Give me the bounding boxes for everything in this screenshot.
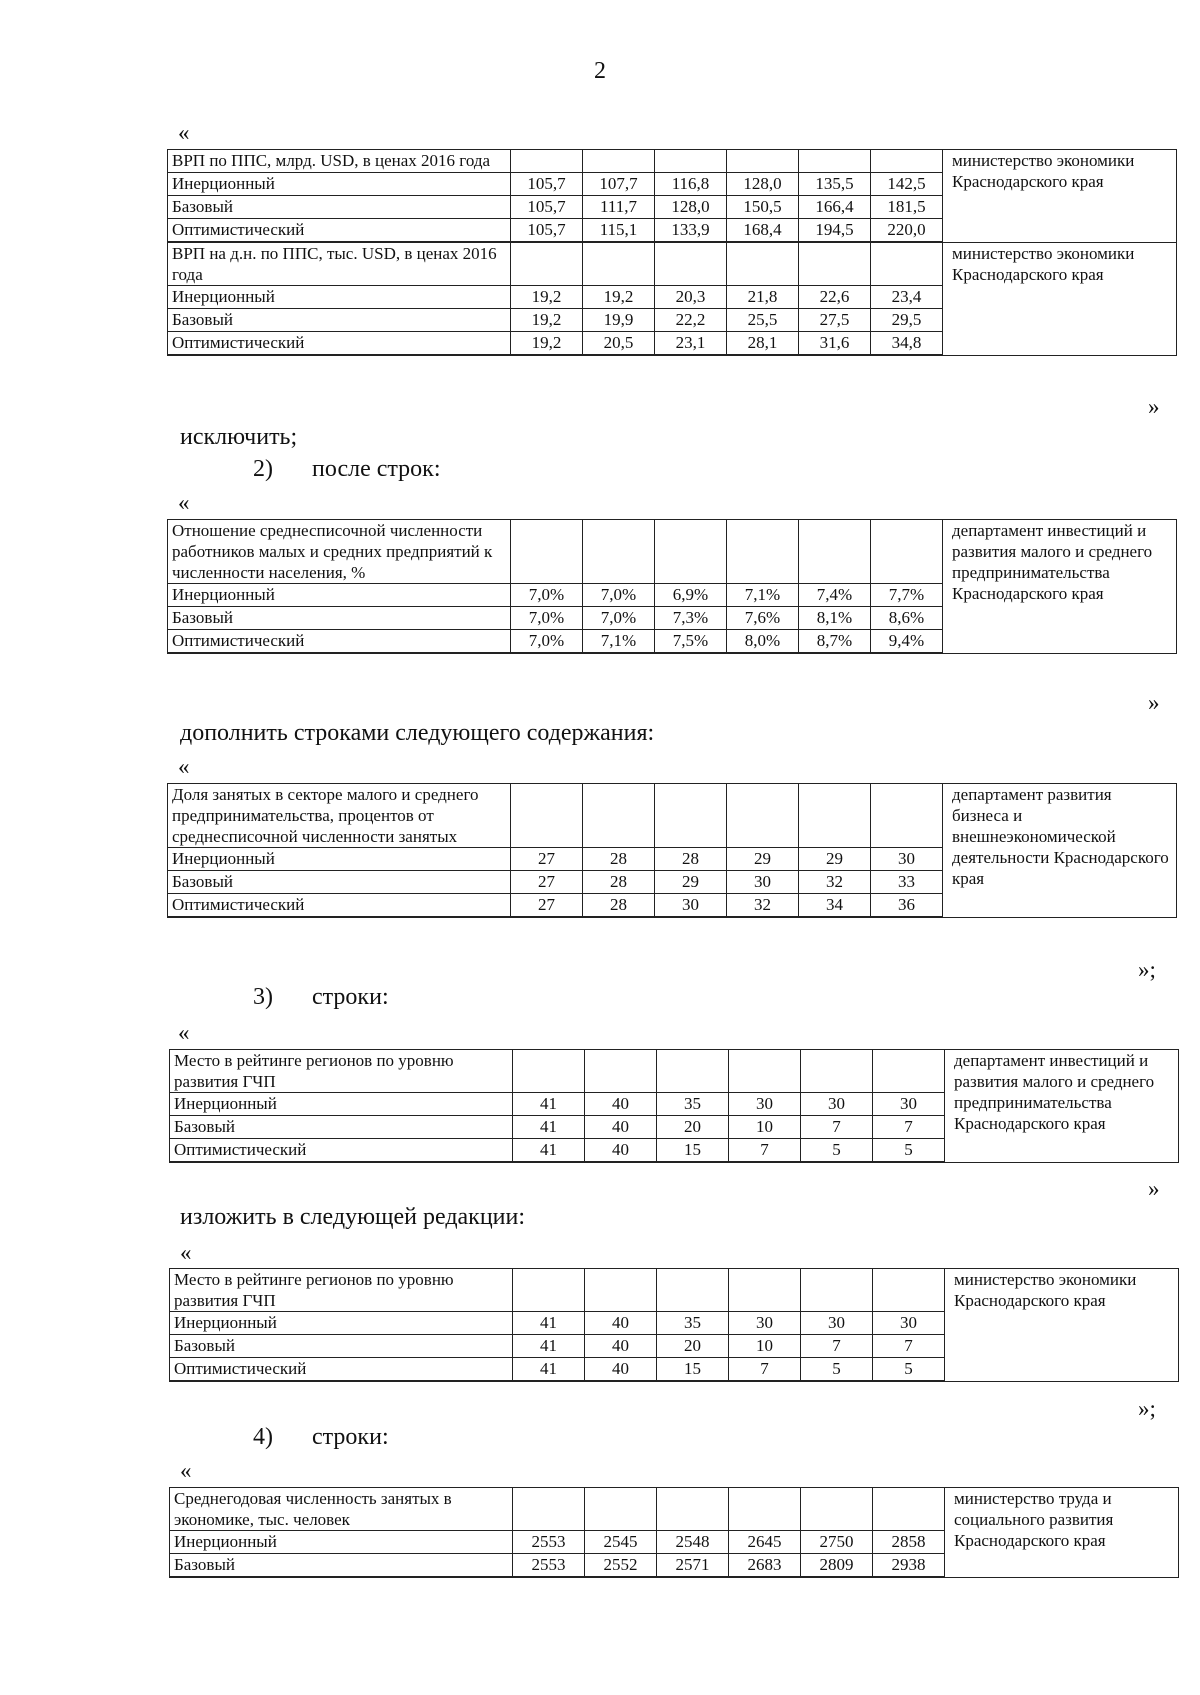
paragraph-restate: изложить в следующей редакции: [180,1204,526,1230]
value-cell: 7 [801,1116,873,1139]
responsible-organization: министерство труда и социального развития Краснодарского края [945,1488,1179,1578]
item-number: 3) [253,984,273,1010]
value-cell: 27,5 [799,309,871,332]
empty-cell [873,1050,945,1093]
empty-cell [801,1050,873,1093]
value-cell: 33 [871,871,943,894]
data-table [167,149,1177,356]
data-table [169,1487,1179,1578]
scenario-label: Инерционный [168,286,511,309]
empty-cell [657,1488,729,1531]
empty-cell [871,784,943,848]
value-cell: 22,2 [655,309,727,332]
value-cell: 30 [873,1093,945,1116]
indicator-title: Место в рейтинге регионов по уровню развития ГЧП [170,1050,513,1093]
open-quote: « [178,120,190,145]
value-cell: 19,2 [583,286,655,309]
scenario-label: Инерционный [168,848,511,871]
value-cell: 29,5 [871,309,943,332]
value-cell: 41 [513,1312,585,1335]
close-quote: » [1148,690,1160,715]
scenario-label: Оптимистический [170,1139,513,1163]
data-table [167,783,1177,918]
item-number: 4) [253,1424,273,1450]
empty-cell [585,1269,657,1312]
value-cell: 7,1% [727,584,799,607]
value-cell: 5 [873,1358,945,1382]
value-cell: 5 [801,1139,873,1163]
value-cell: 133,9 [655,219,727,243]
value-cell: 135,5 [799,173,871,196]
scenario-label: Базовый [170,1116,513,1139]
value-cell: 7 [729,1139,801,1163]
value-cell: 28 [583,848,655,871]
empty-cell [511,150,583,173]
scenario-label: Инерционный [168,584,511,607]
value-cell: 30 [729,1093,801,1116]
value-cell: 2553 [513,1531,585,1554]
empty-cell [585,1050,657,1093]
value-cell: 7,0% [511,630,583,654]
table-row [168,520,1177,584]
empty-cell [511,520,583,584]
value-cell: 20 [657,1116,729,1139]
value-cell: 2548 [657,1531,729,1554]
empty-cell [799,150,871,173]
value-cell: 2858 [873,1531,945,1554]
value-cell: 2545 [585,1531,657,1554]
value-cell: 35 [657,1093,729,1116]
value-cell: 5 [873,1139,945,1163]
value-cell: 2645 [729,1531,801,1554]
close-quote: » [1148,394,1160,419]
data-table [169,1268,1179,1382]
empty-cell [657,1269,729,1312]
value-cell: 2571 [657,1554,729,1578]
value-cell: 7,0% [583,607,655,630]
empty-cell [727,520,799,584]
scenario-label: Инерционный [170,1531,513,1554]
value-cell: 30 [729,1312,801,1335]
indicator-title: Место в рейтинге регионов по уровню развития ГЧП [170,1269,513,1312]
value-cell: 41 [513,1358,585,1382]
empty-cell [585,1488,657,1531]
scenario-label: Оптимистический [168,332,511,356]
empty-cell [655,520,727,584]
indicator-title: Среднегодовая численность занятых в экономике, тыс. человек [170,1488,513,1531]
responsible-organization: департамент инвестиций и развития малого и среднего предпринимательства Краснодарского края [945,1050,1179,1163]
value-cell: 29 [655,871,727,894]
value-cell: 9,4% [871,630,943,654]
empty-cell [511,784,583,848]
close-quote: »; [1138,1396,1156,1421]
indicator-title: Отношение среднесписочной численности работников малых и средних предприятий к численности населения, % [168,520,511,584]
scenario-label: Инерционный [170,1312,513,1335]
scenario-label: Оптимистический [168,219,511,243]
value-cell: 30 [871,848,943,871]
open-quote: « [178,490,190,515]
value-cell: 30 [801,1312,873,1335]
value-cell: 41 [513,1093,585,1116]
value-cell: 28,1 [727,332,799,356]
empty-cell [655,242,727,286]
empty-cell [871,150,943,173]
value-cell: 7,0% [511,584,583,607]
scenario-label: Оптимистический [168,630,511,654]
value-cell: 23,1 [655,332,727,356]
empty-cell [801,1488,873,1531]
value-cell: 30 [801,1093,873,1116]
empty-cell [655,150,727,173]
value-cell: 7,0% [583,584,655,607]
value-cell: 31,6 [799,332,871,356]
value-cell: 15 [657,1139,729,1163]
value-cell: 27 [511,848,583,871]
value-cell: 2938 [873,1554,945,1578]
empty-cell [799,520,871,584]
responsible-organization: департамент инвестиций и развития малого и среднего предпринимательства Краснодарского края [943,520,1177,654]
close-quote: » [1148,1176,1160,1201]
value-cell: 150,5 [727,196,799,219]
open-quote: « [178,1020,190,1045]
value-cell: 23,4 [871,286,943,309]
paragraph-add-rows: дополнить строками следующего содержания: [180,720,655,746]
value-cell: 25,5 [727,309,799,332]
empty-cell [657,1050,729,1093]
scenario-label: Базовый [168,607,511,630]
empty-cell [513,1488,585,1531]
indicator-title: ВРП по ППС, млрд. USD, в ценах 2016 года [168,150,511,173]
value-cell: 7,5% [655,630,727,654]
scenario-label: Базовый [168,871,511,894]
empty-cell [727,242,799,286]
value-cell: 10 [729,1335,801,1358]
value-cell: 19,2 [511,286,583,309]
value-cell: 32 [727,894,799,918]
scenario-label: Инерционный [170,1093,513,1116]
value-cell: 28 [655,848,727,871]
empty-cell [583,520,655,584]
value-cell: 15 [657,1358,729,1382]
table-row [170,1050,1179,1093]
value-cell: 7 [729,1358,801,1382]
value-cell: 181,5 [871,196,943,219]
empty-cell [511,242,583,286]
value-cell: 2553 [513,1554,585,1578]
value-cell: 5 [801,1358,873,1382]
value-cell: 28 [583,871,655,894]
value-cell: 32 [799,871,871,894]
value-cell: 116,8 [655,173,727,196]
value-cell: 20,5 [583,332,655,356]
value-cell: 107,7 [583,173,655,196]
empty-cell [871,520,943,584]
value-cell: 30 [727,871,799,894]
value-cell: 7 [873,1335,945,1358]
empty-cell [873,1488,945,1531]
indicator-title: ВРП на д.н. по ППС, тыс. USD, в ценах 2016 года [168,242,511,286]
value-cell: 7 [873,1116,945,1139]
scenario-label: Базовый [168,196,511,219]
value-cell: 194,5 [799,219,871,243]
value-cell: 41 [513,1139,585,1163]
responsible-organization: департамент развития бизнеса и внешнеэкономической деятельности Краснодарского края [943,784,1177,918]
paragraph-rows: строки: [312,1424,389,1450]
indicator-title: Доля занятых в секторе малого и среднего предпринимательства, процентов от среднесписочной численности занятых [168,784,511,848]
value-cell: 8,6% [871,607,943,630]
value-cell: 28 [583,894,655,918]
value-cell: 10 [729,1116,801,1139]
value-cell: 21,8 [727,286,799,309]
open-quote: « [180,1240,192,1265]
value-cell: 105,7 [511,219,583,243]
value-cell: 30 [873,1312,945,1335]
empty-cell [727,784,799,848]
value-cell: 7,0% [511,607,583,630]
table-row [168,150,1177,173]
empty-cell [583,242,655,286]
value-cell: 8,1% [799,607,871,630]
value-cell: 41 [513,1116,585,1139]
value-cell: 7,3% [655,607,727,630]
data-table [169,1049,1179,1163]
value-cell: 115,1 [583,219,655,243]
responsible-organization: министерство экономики Краснодарского края [943,150,1177,243]
value-cell: 35 [657,1312,729,1335]
value-cell: 8,7% [799,630,871,654]
responsible-organization: министерство экономики Краснодарского края [945,1269,1179,1382]
value-cell: 166,4 [799,196,871,219]
table-row [170,1269,1179,1312]
item-number: 2) [253,456,273,482]
value-cell: 7,4% [799,584,871,607]
value-cell: 220,0 [871,219,943,243]
value-cell: 111,7 [583,196,655,219]
empty-cell [655,784,727,848]
scenario-label: Базовый [170,1335,513,1358]
paragraph-exclude: исключить; [180,424,298,450]
empty-cell [801,1269,873,1312]
value-cell: 2809 [801,1554,873,1578]
paragraph-after-rows: после строк: [312,456,441,482]
value-cell: 27 [511,894,583,918]
empty-cell [583,150,655,173]
value-cell: 34 [799,894,871,918]
value-cell: 20 [657,1335,729,1358]
table-row [168,242,1177,286]
value-cell: 41 [513,1335,585,1358]
value-cell: 7,1% [583,630,655,654]
paragraph-rows: строки: [312,984,389,1010]
value-cell: 19,2 [511,309,583,332]
value-cell: 19,9 [583,309,655,332]
empty-cell [583,784,655,848]
value-cell: 40 [585,1358,657,1382]
value-cell: 2552 [585,1554,657,1578]
empty-cell [513,1050,585,1093]
close-quote: »; [1138,957,1156,982]
value-cell: 30 [655,894,727,918]
value-cell: 22,6 [799,286,871,309]
empty-cell [873,1269,945,1312]
value-cell: 7,6% [727,607,799,630]
responsible-organization: министерство экономики Краснодарского края [943,242,1177,355]
data-table [167,519,1177,654]
value-cell: 7,7% [871,584,943,607]
empty-cell [729,1488,801,1531]
value-cell: 7 [801,1335,873,1358]
value-cell: 40 [585,1093,657,1116]
value-cell: 40 [585,1116,657,1139]
scenario-label: Оптимистический [168,894,511,918]
value-cell: 34,8 [871,332,943,356]
value-cell: 105,7 [511,196,583,219]
value-cell: 128,0 [655,196,727,219]
value-cell: 2683 [729,1554,801,1578]
value-cell: 27 [511,871,583,894]
value-cell: 128,0 [727,173,799,196]
value-cell: 36 [871,894,943,918]
scenario-label: Базовый [168,309,511,332]
empty-cell [729,1050,801,1093]
scenario-label: Базовый [170,1554,513,1578]
value-cell: 6,9% [655,584,727,607]
page-number: 2 [594,58,606,84]
empty-cell [727,150,799,173]
empty-cell [871,242,943,286]
value-cell: 29 [799,848,871,871]
value-cell: 29 [727,848,799,871]
value-cell: 20,3 [655,286,727,309]
empty-cell [513,1269,585,1312]
value-cell: 40 [585,1335,657,1358]
empty-cell [799,784,871,848]
open-quote: « [178,754,190,779]
value-cell: 19,2 [511,332,583,356]
value-cell: 8,0% [727,630,799,654]
table-row [168,784,1177,848]
value-cell: 40 [585,1139,657,1163]
empty-cell [729,1269,801,1312]
value-cell: 168,4 [727,219,799,243]
value-cell: 105,7 [511,173,583,196]
scenario-label: Оптимистический [170,1358,513,1382]
table-row [170,1488,1179,1531]
value-cell: 2750 [801,1531,873,1554]
value-cell: 40 [585,1312,657,1335]
scenario-label: Инерционный [168,173,511,196]
open-quote: « [180,1458,192,1483]
empty-cell [799,242,871,286]
value-cell: 142,5 [871,173,943,196]
